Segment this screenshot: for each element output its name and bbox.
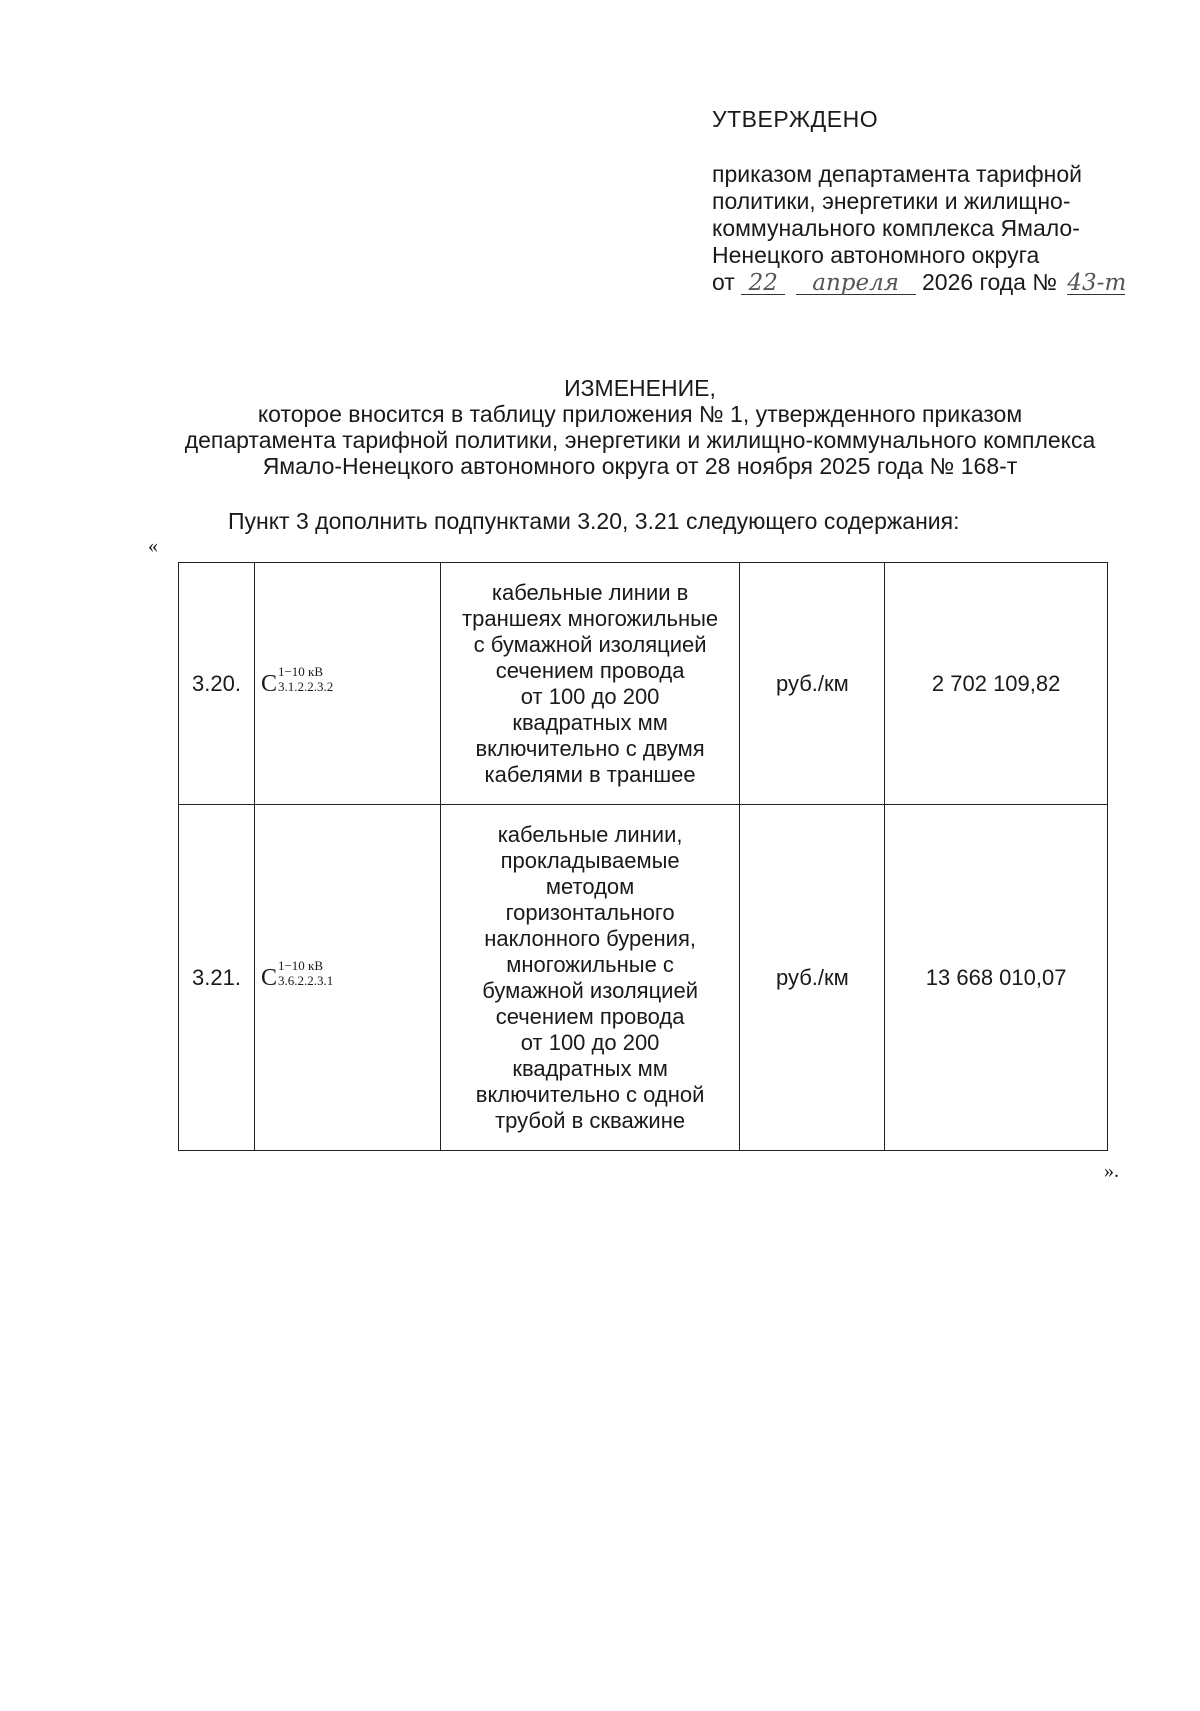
handwritten-day: 22 [741,272,785,295]
table-row [179,805,1108,1151]
approval-line: приказом департамента тарифной [712,161,1083,187]
quote-close: ». [1104,1160,1119,1182]
description-line: кабельные линии в [491,579,689,605]
description-line: включительно с двумя [475,735,705,761]
description-line: траншеях многожильные [462,605,719,631]
unit-cell: руб./км [740,563,885,805]
rate-code [254,805,440,1151]
symbol-subscript: 3.1.2.2.3.2 [277,678,334,694]
symbol-indices [277,663,334,694]
heading-line: которое вносится в таблицу приложения № 1, утвержденного приказом [257,401,1023,427]
description-line: бумажной изоляцией [482,977,698,1003]
rate-symbol [260,957,334,991]
description-line: горизонтального [505,899,675,925]
heading-line: Ямало-Ненецкого автономного округа от 28 ноября 2025 года № 168-т [262,453,1018,479]
value-cell: 13 668 010,07 [885,805,1108,1151]
description-line: от 100 до 200 [520,1029,660,1055]
description-line: наклонного бурения, [484,925,696,951]
handwritten-month: апреля [796,272,916,295]
date-prefix: от [712,269,735,295]
description-cell [440,563,740,805]
rate-symbol [260,663,334,697]
date-year: 2026 года № [922,269,1058,295]
description-line: с бумажной изоляцией [473,631,707,657]
approval-date-line [712,269,1152,296]
rate-code [254,563,440,805]
description-line: кабелями в траншее [484,761,696,787]
approval-line: коммунального комплекса Ямало- [712,215,1080,241]
description-line: методом [545,873,635,899]
symbol-superscript: 1−10 кВ [277,957,324,973]
symbol-indices [277,957,334,988]
description-line: трубой в скважине [495,1107,686,1133]
row-number: 3.21. [179,805,255,1151]
rates-table [178,562,1108,1151]
row-number: 3.20. [179,563,255,805]
description-line: кабельные линии, [497,821,683,847]
value-cell: 2 702 109,82 [885,563,1108,805]
document-heading [140,375,1140,479]
description-line: сечением провода [495,1003,685,1029]
approval-stamp: УТВЕРЖДЕНО [712,106,879,132]
heading-title: ИЗМЕНЕНИЕ, [564,375,716,401]
symbol-superscript: 1−10 кВ [277,663,324,679]
handwritten-order-number: 43-т [1067,270,1127,296]
approval-block [712,106,1152,296]
description-line: сечением провода [495,657,685,683]
approval-line: Ненецкого автономного округа [712,242,1040,268]
description-line: прокладываемые [500,847,680,873]
description-line: квадратных мм [512,709,668,735]
description-line: многожильные с [506,951,674,977]
description-line: от 100 до 200 [520,683,660,709]
intro-text: Пункт 3 дополнить подпунктами 3.20, 3.21 следующего содержания: [228,508,960,534]
description-line: квадратных мм [512,1055,668,1081]
table-row [179,563,1108,805]
description-cell [440,805,740,1151]
approval-line: политики, энергетики и жилищно- [712,188,1071,214]
heading-line: департамента тарифной политики, энергетики и жилищно-коммунального комплекса [184,427,1096,453]
description-line: включительно с одной [475,1081,705,1107]
unit-cell: руб./км [740,805,885,1151]
symbol-letter: C [260,670,277,697]
quote-open: « [148,535,158,557]
symbol-letter: C [260,964,277,991]
symbol-subscript: 3.6.2.2.3.1 [277,972,334,988]
